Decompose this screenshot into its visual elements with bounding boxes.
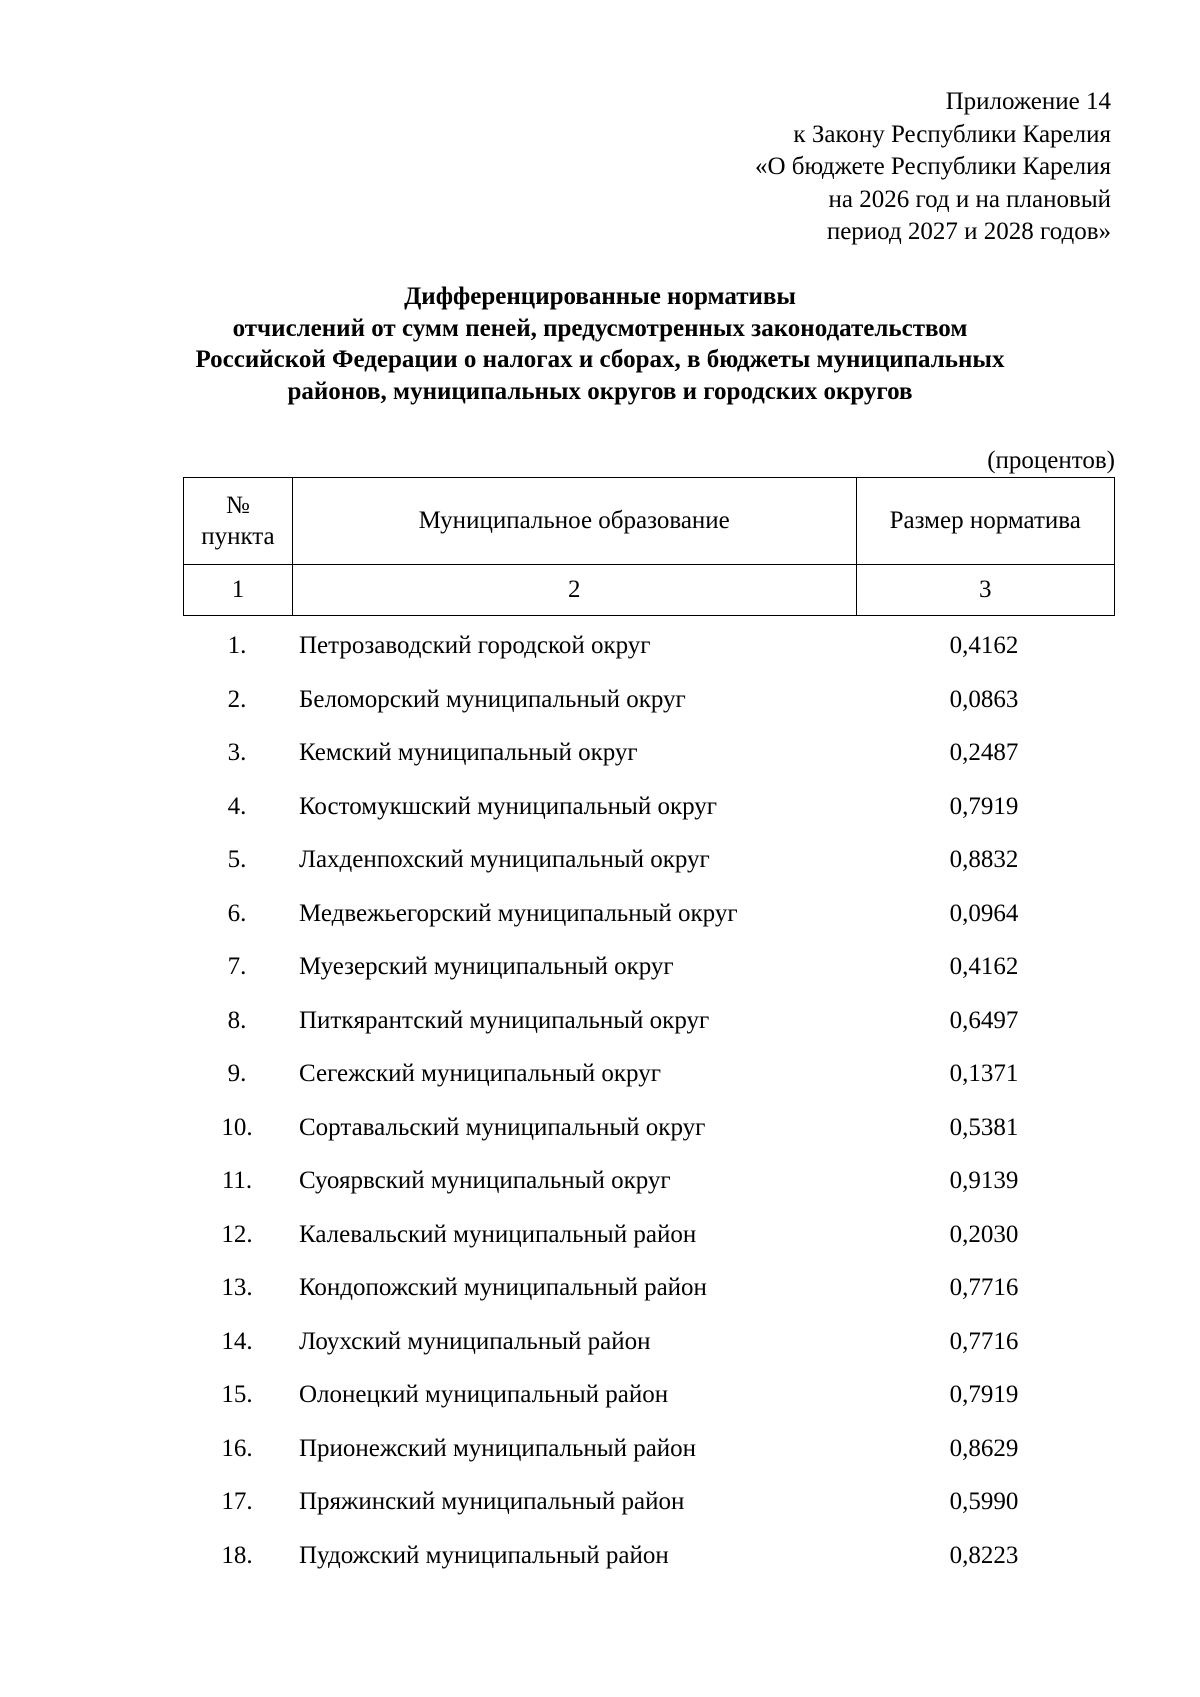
row-value: 0,0964 [949, 899, 1019, 927]
table-row [183, 1155, 1115, 1209]
row-number: 12. [221, 1220, 253, 1248]
table-row [183, 1102, 1115, 1156]
units-label: (процентов) [987, 447, 1115, 474]
row-municipality: Медвежьегорский муниципальный округ [299, 899, 738, 927]
table-row [183, 995, 1115, 1049]
row-number: 16. [221, 1434, 253, 1462]
row-value: 0,2487 [949, 739, 1019, 766]
row-value: 0,7716 [949, 1327, 1019, 1355]
row-number: 5. [227, 846, 247, 873]
table-row [183, 834, 1115, 888]
row-value: 0,4162 [949, 632, 1019, 659]
row-value: 0,7919 [949, 1381, 1019, 1408]
table-header [183, 477, 1115, 616]
row-number: 14. [221, 1327, 253, 1355]
row-municipality: Питкярантский муниципальный округ [299, 1006, 710, 1034]
row-municipality: Сортавальский муниципальный округ [299, 1113, 706, 1141]
row-municipality: Калевальский муниципальный район [299, 1220, 697, 1248]
row-number: 11. [221, 1167, 253, 1194]
row-value: 0,5381 [949, 1113, 1019, 1141]
row-value: 0,7919 [949, 792, 1019, 820]
row-value: 0,5990 [949, 1488, 1019, 1515]
row-municipality: Олонецкий муниципальный район [299, 1381, 669, 1408]
table-row [183, 1530, 1115, 1584]
row-municipality: Муезерский муниципальный округ [299, 953, 674, 980]
column-number-row [184, 565, 1115, 616]
table-row [183, 674, 1115, 728]
appendix-reference [755, 86, 1111, 249]
row-value: 0,8832 [949, 846, 1019, 873]
row-value: 0,8629 [949, 1434, 1019, 1462]
table-row [183, 1316, 1115, 1370]
row-number: 2. [227, 685, 247, 713]
table-row [183, 1209, 1115, 1263]
row-municipality: Суоярвский муниципальный округ [299, 1167, 671, 1194]
row-value: 0,0863 [949, 685, 1019, 713]
table-row [183, 1048, 1115, 1102]
row-number: 3. [227, 739, 247, 766]
document-title [0, 281, 1200, 407]
title-line: Дифференцированные нормативы [404, 283, 796, 310]
row-number: 18. [221, 1541, 253, 1569]
table-row [183, 781, 1115, 835]
row-value: 0,6497 [949, 1006, 1019, 1034]
row-municipality: Прионежский муниципальный район [299, 1434, 697, 1462]
table-row [183, 888, 1115, 942]
row-number: 4. [227, 792, 247, 820]
title-line: районов, муниципальных округов и городских округов [287, 377, 913, 405]
row-value: 0,9139 [949, 1167, 1019, 1194]
row-municipality: Петрозаводский городской округ [299, 632, 651, 659]
row-value: 0,2030 [949, 1220, 1019, 1248]
appendix-line: период 2027 и 2028 годов» [826, 218, 1111, 245]
row-number: 7. [227, 953, 247, 980]
row-municipality: Кемский муниципальный округ [299, 739, 638, 766]
row-number: 1. [227, 632, 247, 659]
appendix-line: к Закону Республики Карелия [793, 120, 1111, 148]
row-value: 0,4162 [949, 953, 1019, 980]
appendix-line: на 2026 год и на плановый [828, 185, 1111, 213]
header-number-line2: пункта [201, 523, 275, 550]
row-number: 15. [221, 1381, 253, 1408]
row-value: 0,7716 [949, 1274, 1019, 1301]
row-value: 0,8223 [949, 1541, 1019, 1569]
header-cell-name: Муниципальное образование [292, 478, 856, 565]
header-number-line1: № [226, 492, 250, 519]
row-number: 6. [227, 899, 247, 927]
table-row [183, 727, 1115, 781]
column-number: 1 [184, 565, 293, 616]
table-row [183, 1476, 1115, 1530]
column-number: 3 [856, 565, 1115, 616]
header-row [184, 478, 1115, 565]
row-number: 13. [221, 1274, 253, 1301]
row-municipality: Пудожский муниципальный район [299, 1541, 669, 1569]
table-row [183, 1423, 1115, 1477]
column-number: 2 [292, 565, 856, 616]
row-number: 9. [227, 1060, 247, 1087]
table-body [183, 620, 1115, 1583]
row-municipality: Лахденпохский муниципальный округ [299, 846, 710, 873]
appendix-line: «О бюджете Республики Карелия [754, 153, 1111, 180]
row-number: 17. [221, 1488, 253, 1515]
table-row [183, 1369, 1115, 1423]
title-line: Российской Федерации о налогах и сборах, в бюджеты муниципальных [195, 346, 1005, 373]
table-row [183, 620, 1115, 674]
header-cell-number [184, 478, 293, 565]
row-number: 8. [227, 1006, 247, 1034]
row-municipality: Кондопожский муниципальный район [299, 1274, 707, 1301]
row-number: 10. [221, 1113, 253, 1141]
row-municipality: Костомукшский муниципальный округ [299, 792, 718, 820]
row-municipality: Пряжинский муниципальный район [299, 1488, 685, 1515]
title-line: отчислений от сумм пеней, предусмотренных законодательством [232, 314, 968, 342]
row-municipality: Сегежский муниципальный округ [299, 1060, 661, 1087]
table-row [183, 1262, 1115, 1316]
row-value: 0,1371 [949, 1060, 1019, 1087]
table-row [183, 941, 1115, 995]
row-municipality: Лоухский муниципальный район [299, 1327, 651, 1355]
header-cell-value: Размер норматива [856, 478, 1115, 565]
row-municipality: Беломорский муниципальный округ [299, 685, 686, 713]
appendix-line: Приложение 14 [945, 88, 1111, 115]
